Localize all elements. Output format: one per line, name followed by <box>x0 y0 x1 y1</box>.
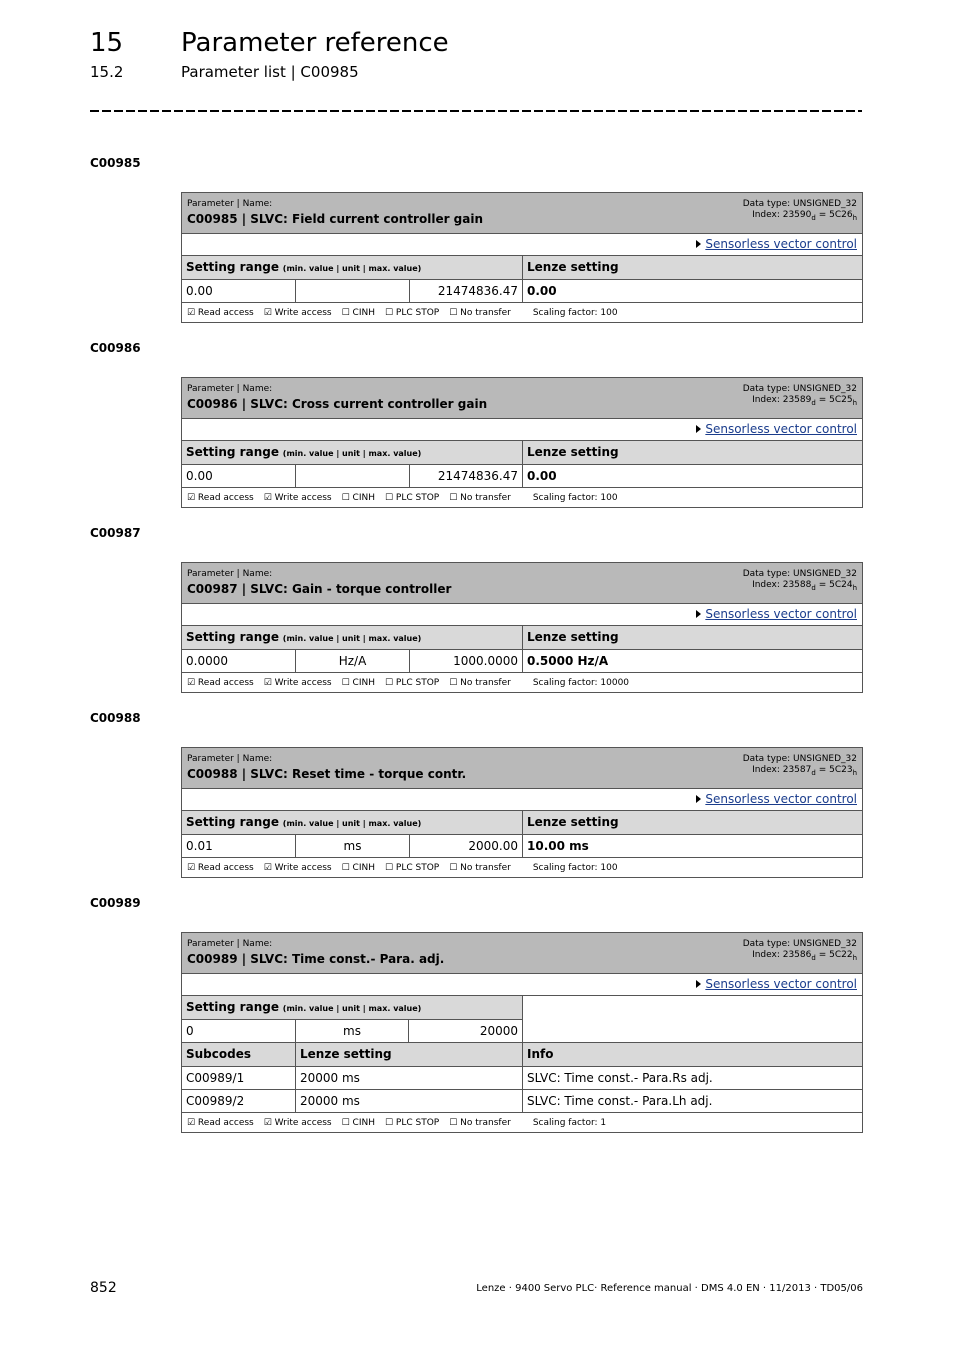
setting-range-header <box>182 626 862 650</box>
scaling-factor: Scaling factor: 100 <box>532 307 618 318</box>
write-access-flag: ☑ Write access <box>263 677 332 688</box>
arrow-right-icon <box>696 610 701 618</box>
max-value: 20000 <box>479 1024 519 1038</box>
setting-range-values <box>182 280 862 303</box>
min-value: 0.0000 <box>182 650 296 672</box>
page-number: 852 <box>90 1280 117 1296</box>
setting-range-label: Setting range (min. value | unit | max. value) <box>182 441 523 464</box>
max-value: 21474836.47 <box>410 465 523 487</box>
section-title: Parameter list | C00985 <box>181 63 359 81</box>
param-name-label: Parameter | Name: <box>187 939 273 949</box>
data-type: Data type: UNSIGNED_32 <box>742 754 857 764</box>
cinh-flag: ☐ CINH <box>341 1117 375 1128</box>
setting-range-block <box>182 996 862 1043</box>
read-access-flag: ☑ Read access <box>187 492 254 503</box>
param-name-label: Parameter | Name: <box>187 384 273 394</box>
subcode: C00989/1 <box>182 1067 296 1089</box>
write-access-flag: ☑ Write access <box>263 492 332 503</box>
param-header <box>182 563 862 604</box>
chapter-title: Parameter reference <box>181 28 449 58</box>
setting-range-label: Setting range (min. value | unit | max. value) <box>186 1000 422 1014</box>
param-name: C00985 | SLVC: Field current controller gain <box>187 212 484 226</box>
table-row <box>182 1067 862 1090</box>
read-access-flag: ☑ Read access <box>187 677 254 688</box>
plc-stop-flag: ☐ PLC STOP <box>385 1117 440 1128</box>
sensorless-vector-control-link[interactable]: Sensorless vector control <box>705 977 857 991</box>
min-value: 0.00 <box>182 465 296 487</box>
plc-stop-flag: ☐ PLC STOP <box>385 492 440 503</box>
lenze-setting-value: 10.00 ms <box>527 839 589 853</box>
access-flags <box>182 488 862 507</box>
read-access-flag: ☑ Read access <box>187 862 254 873</box>
param-name: C00987 | SLVC: Gain - torque controller <box>187 582 452 596</box>
lenze-setting-label: Lenze setting <box>527 260 619 274</box>
sensorless-vector-control-link[interactable]: Sensorless vector control <box>705 237 857 251</box>
min-value: 0.01 <box>182 835 296 857</box>
access-flags <box>182 858 862 877</box>
read-access-flag: ☑ Read access <box>187 307 254 318</box>
scaling-factor: Scaling factor: 100 <box>532 492 618 503</box>
scaling-factor: Scaling factor: 10000 <box>532 677 630 688</box>
param-name-label: Parameter | Name: <box>187 199 273 209</box>
write-access-flag: ☑ Write access <box>263 862 332 873</box>
subcode-info: SLVC: Time const.- Para.Rs adj. <box>527 1071 713 1085</box>
data-type: Data type: UNSIGNED_32 <box>742 569 857 579</box>
data-type: Data type: UNSIGNED_32 <box>742 199 857 209</box>
no-transfer-flag: ☐ No transfer <box>449 492 511 503</box>
scaling-factor: Scaling factor: 100 <box>532 862 618 873</box>
param-header <box>182 933 862 974</box>
document-info: Lenze · 9400 Servo PLC· Reference manual · DMS 4.0 EN · 11/2013 · TD05/06 <box>476 1283 863 1294</box>
access-flags <box>182 1113 862 1132</box>
param-index: Index: $23588_d = 5C24_h$ <box>752 580 857 592</box>
sensorless-vector-control-link[interactable]: Sensorless vector control <box>705 792 857 806</box>
setting-range-header <box>182 256 862 280</box>
param-name-label: Parameter | Name: <box>187 569 273 579</box>
param-table <box>181 192 863 323</box>
param-header <box>182 193 862 234</box>
section-number: 15.2 <box>90 63 124 81</box>
lenze-setting-value: 0.5000 Hz/A <box>527 654 609 668</box>
unit: ms <box>296 1020 410 1042</box>
param-name: C00986 | SLVC: Cross current controller gain <box>187 397 488 411</box>
param-heading: C00988 <box>90 711 141 725</box>
param-name: C00988 | SLVC: Reset time - torque contr. <box>187 767 467 781</box>
param-name-label: Parameter | Name: <box>187 754 273 764</box>
param-table <box>181 377 863 508</box>
param-name: C00989 | SLVC: Time const.- Para. adj. <box>187 952 445 966</box>
unit: Hz/A <box>296 650 410 672</box>
param-heading: C00987 <box>90 526 141 540</box>
link-row <box>182 419 862 441</box>
link-row <box>182 974 862 996</box>
subcode-lenze-setting: 20000 ms <box>296 1090 523 1112</box>
no-transfer-flag: ☐ No transfer <box>449 862 511 873</box>
write-access-flag: ☑ Write access <box>263 1117 332 1128</box>
min-value: 0 <box>182 1020 296 1042</box>
max-value: 21474836.47 <box>410 280 523 302</box>
param-index: Index: $23586_d = 5C22_h$ <box>752 950 857 962</box>
cinh-flag: ☐ CINH <box>341 862 375 873</box>
no-transfer-flag: ☐ No transfer <box>449 1117 511 1128</box>
param-table <box>181 932 863 1133</box>
unit <box>296 465 410 487</box>
max-value: 2000.00 <box>410 835 523 857</box>
setting-range-header <box>182 811 862 835</box>
param-index: Index: $23587_d = 5C23_h$ <box>752 765 857 777</box>
param-heading: C00989 <box>90 896 141 910</box>
subcodes-header <box>182 1043 862 1067</box>
data-type: Data type: UNSIGNED_32 <box>742 939 857 949</box>
access-flags <box>182 673 862 692</box>
setting-range-label: Setting range (min. value | unit | max. value) <box>182 626 523 649</box>
param-table <box>181 562 863 693</box>
sensorless-vector-control-link[interactable]: Sensorless vector control <box>705 607 857 621</box>
info-label: Info <box>527 1047 554 1061</box>
setting-range-values <box>182 1020 522 1042</box>
unit: ms <box>296 835 410 857</box>
param-heading: C00985 <box>90 156 141 170</box>
access-flags <box>182 303 862 322</box>
read-access-flag: ☑ Read access <box>187 1117 254 1128</box>
no-transfer-flag: ☐ No transfer <box>449 307 511 318</box>
subcodes-label: Subcodes <box>182 1043 296 1066</box>
write-access-flag: ☑ Write access <box>263 307 332 318</box>
subcode-lenze-setting: 20000 ms <box>296 1067 523 1089</box>
setting-range-values <box>182 835 862 858</box>
cinh-flag: ☐ CINH <box>341 492 375 503</box>
arrow-right-icon <box>696 240 701 248</box>
lenze-setting-value: 0.00 <box>527 284 557 298</box>
setting-range-label: Setting range (min. value | unit | max. value) <box>182 811 523 834</box>
header-divider <box>90 110 862 112</box>
param-header <box>182 378 862 419</box>
min-value: 0.00 <box>182 280 296 302</box>
unit <box>296 280 410 302</box>
data-type: Data type: UNSIGNED_32 <box>742 384 857 394</box>
link-row <box>182 604 862 626</box>
plc-stop-flag: ☐ PLC STOP <box>385 307 440 318</box>
setting-range-label: Setting range (min. value | unit | max. value) <box>182 256 523 279</box>
lenze-setting-value: 0.00 <box>527 469 557 483</box>
max-value: 1000.0000 <box>410 650 523 672</box>
no-transfer-flag: ☐ No transfer <box>449 677 511 688</box>
param-table <box>181 747 863 878</box>
table-row <box>182 1090 862 1113</box>
lenze-setting-label: Lenze setting <box>527 815 619 829</box>
scaling-factor: Scaling factor: 1 <box>532 1117 607 1128</box>
subcode-lenze-label: Lenze setting <box>296 1043 523 1066</box>
arrow-right-icon <box>696 980 701 988</box>
plc-stop-flag: ☐ PLC STOP <box>385 862 440 873</box>
setting-range-values <box>182 650 862 673</box>
setting-range-values <box>182 465 862 488</box>
arrow-right-icon <box>696 795 701 803</box>
subcode-info: SLVC: Time const.- Para.Lh adj. <box>527 1094 713 1108</box>
arrow-right-icon <box>696 425 701 433</box>
param-index: Index: $23589_d = 5C25_h$ <box>752 395 857 407</box>
lenze-setting-label: Lenze setting <box>527 630 619 644</box>
subcode: C00989/2 <box>182 1090 296 1112</box>
param-heading: C00986 <box>90 341 141 355</box>
empty-cell <box>523 996 862 1042</box>
setting-range-header <box>182 441 862 465</box>
link-row <box>182 234 862 256</box>
chapter-number: 15 <box>90 28 124 58</box>
setting-range-header <box>182 996 522 1020</box>
cinh-flag: ☐ CINH <box>341 677 375 688</box>
lenze-setting-label: Lenze setting <box>527 445 619 459</box>
param-header <box>182 748 862 789</box>
cinh-flag: ☐ CINH <box>341 307 375 318</box>
plc-stop-flag: ☐ PLC STOP <box>385 677 440 688</box>
link-row <box>182 789 862 811</box>
sensorless-vector-control-link[interactable]: Sensorless vector control <box>705 422 857 436</box>
param-index: Index: $23590_d = 5C26_h$ <box>752 210 857 222</box>
